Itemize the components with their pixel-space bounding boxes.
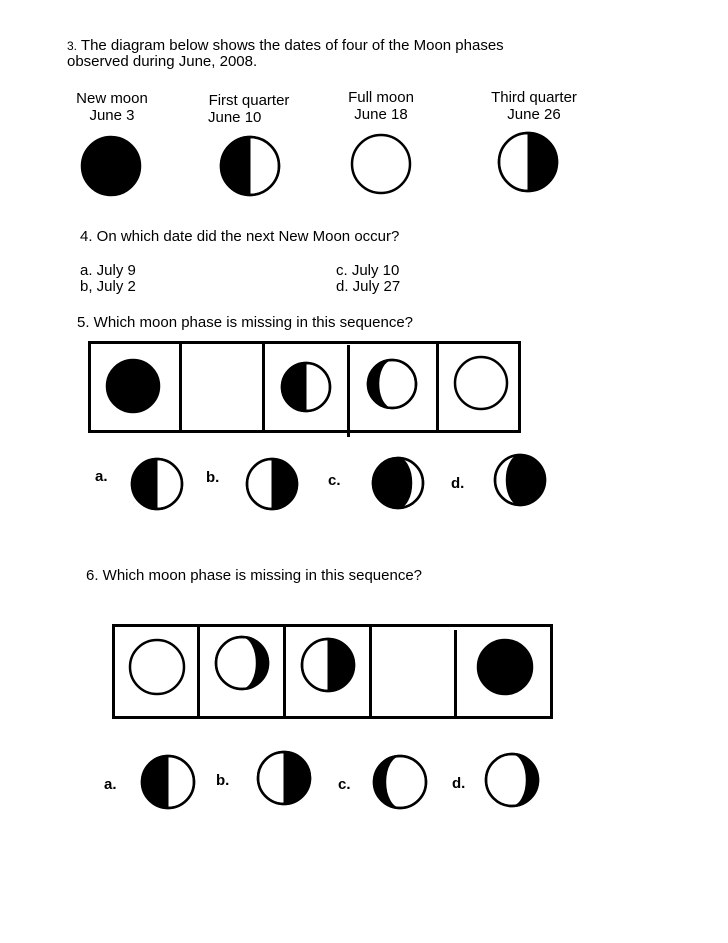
q6-choice-a-first-quarter-icon	[142, 756, 194, 808]
q3-phase-2-full-icon	[352, 135, 410, 193]
q6-choice-c-letter: c.	[338, 776, 351, 793]
q5-sequence-2-first-quarter-icon	[282, 363, 330, 411]
q5-choice-c-waxing-crescent-icon	[373, 458, 423, 508]
q4-option-a: a. July 9	[80, 262, 136, 279]
question-5: 5. Which moon phase is missing in this sequence?	[77, 314, 414, 331]
question-4: 4. On which date did the next New Moon occur?	[80, 228, 400, 245]
q3-phase-1-first-quarter-icon	[221, 137, 279, 195]
q5-sequence-4-full-icon	[455, 357, 507, 409]
q6-choice-d-waning-gibbous-icon	[486, 754, 538, 806]
phase-date-new-moon: June 3	[89, 107, 135, 124]
q6-choice-a-letter: a.	[104, 776, 117, 793]
q5-choice-b-third-quarter-icon	[247, 459, 297, 509]
q4-option-c: c. July 10	[336, 262, 400, 279]
q5-sequence-0-new-icon	[107, 360, 159, 412]
q5-choice-a-first-quarter-icon	[132, 459, 182, 509]
phase-label-full-moon: Full moon	[348, 89, 414, 106]
q6-sequence-4-new-icon	[478, 640, 532, 694]
phase-label-third-quarter: Third quarter	[491, 89, 577, 106]
question-3-number: 3.	[67, 39, 78, 53]
q5-choice-d-waning-crescent-icon	[495, 455, 545, 505]
phase-label-new-moon: New moon	[76, 90, 148, 107]
q5-choice-d-letter: d.	[451, 475, 465, 492]
q5-sequence-3-waxing-gibbous-icon	[368, 360, 416, 408]
phase-date-full-moon: June 18	[354, 106, 408, 123]
phase-label-first-quarter: First quarter	[208, 92, 290, 109]
q6-sequence-0-full-icon	[130, 640, 184, 694]
question-6: 6. Which moon phase is missing in this sequence?	[86, 567, 423, 584]
q6-choice-b-third-quarter-icon	[258, 752, 310, 804]
q6-choice-b-letter: b.	[216, 772, 230, 789]
question-3-line2: observed during June, 2008.	[67, 53, 258, 70]
q3-phase-3-third-quarter-icon	[499, 133, 557, 191]
q4-option-d: d. July 27	[336, 278, 401, 295]
q6-choice-c-waxing-gibbous-icon	[374, 756, 426, 808]
phase-date-third-quarter: June 26	[507, 106, 561, 123]
q5-choice-a-letter: a.	[95, 468, 108, 485]
question-3-line1: The diagram below shows the dates of four of the Moon phases	[80, 37, 504, 54]
q6-choice-d-letter: d.	[452, 775, 466, 792]
q5-choice-c-letter: c.	[328, 472, 341, 489]
q6-sequence-2-third-quarter-icon	[302, 639, 354, 691]
q4-option-b: b, July 2	[80, 278, 136, 295]
q3-phase-0-new-icon	[82, 137, 140, 195]
q6-sequence-1-waning-gibbous-icon	[216, 637, 268, 689]
phase-date-first-quarter: June 10	[208, 109, 262, 126]
q5-choice-b-letter: b.	[206, 469, 220, 486]
